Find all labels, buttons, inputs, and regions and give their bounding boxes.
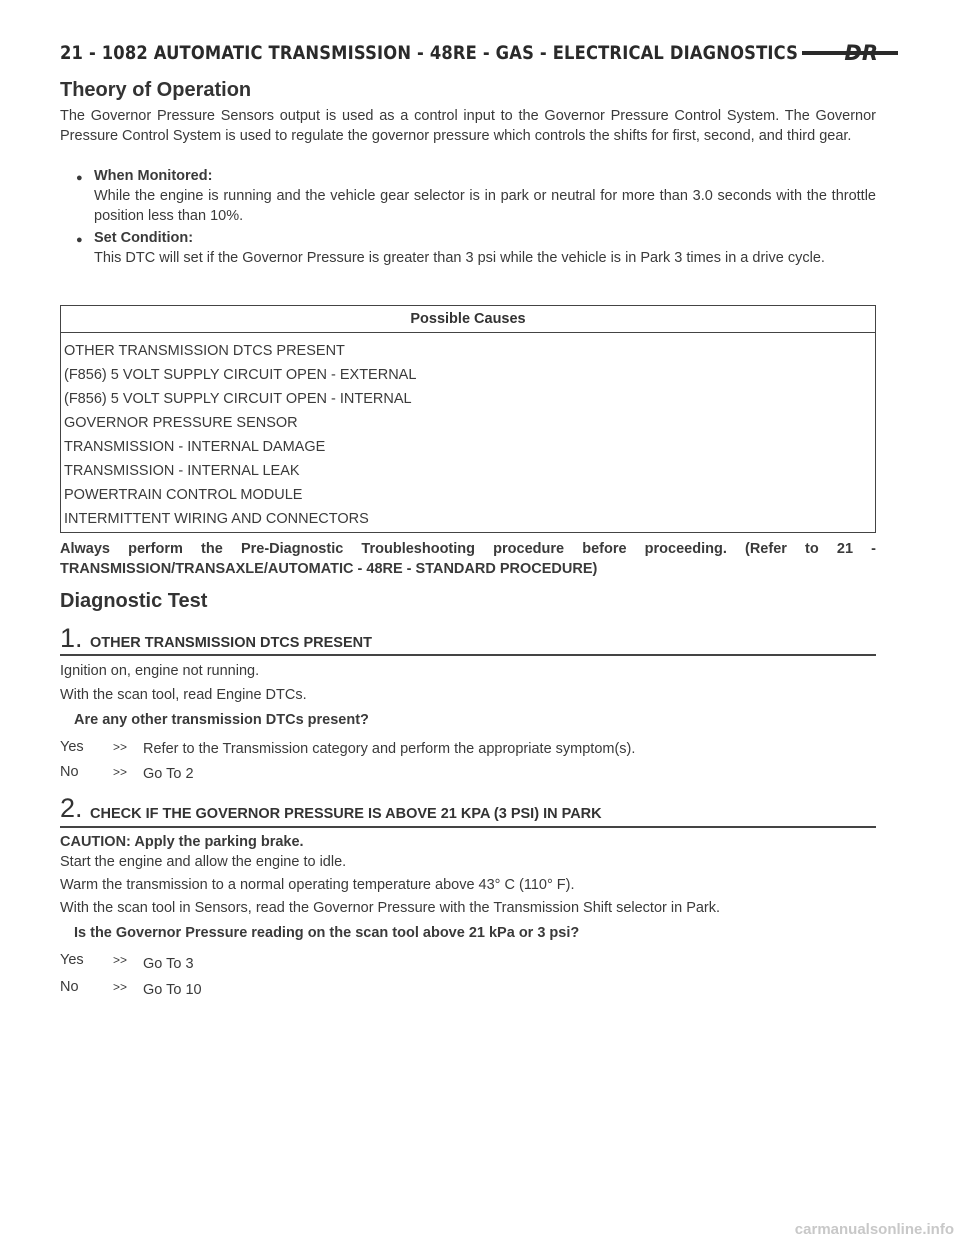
answer-arrow: >> — [113, 740, 128, 754]
step-instruction: Warm the transmission to a normal operating temperature above 43° C (110° F). — [60, 877, 575, 893]
answer-arrow: >> — [113, 765, 128, 779]
cause-item: OTHER TRANSMISSION DTCS PRESENT — [64, 343, 345, 359]
step-title: OTHER TRANSMISSION DTCS PRESENT — [90, 635, 372, 651]
bullet-glyph: ● — [76, 234, 83, 246]
theory-paragraph: The Governor Pressure Sensors output is used as a control input to the Governor Pressure Control System. The Governor Pressure Control System is used to regulate the governor pressure which controls the shifts for first, second, and third gear. — [60, 108, 876, 144]
answer-text: Go To 2 — [143, 766, 194, 782]
theory-heading: Theory of Operation — [60, 79, 252, 101]
cause-item: POWERTRAIN CONTROL MODULE — [64, 487, 303, 503]
answer-label-no: No — [60, 979, 79, 995]
step-number: 1. — [60, 623, 83, 653]
step-instruction: Ignition on, engine not running. — [60, 663, 260, 679]
caution-text: CAUTION: Apply the parking brake. — [60, 834, 304, 850]
watermark: carmanualsonline.info — [794, 1221, 954, 1238]
cause-item: TRANSMISSION - INTERNAL LEAK — [64, 463, 300, 479]
answer-label-no: No — [60, 764, 79, 780]
header-title: 21 - 1082 AUTOMATIC TRANSMISSION - 48RE - GAS - ELECTRICAL DIAGNOSTICS — [60, 42, 799, 64]
pre-diagnostic-note: Always perform the Pre-Diagnostic Troubleshooting procedure before proceeding. (Refer to 21 - TRANSMISSION/TRANSAXLE/AUTOMATIC - 48RE - STANDARD PROCEDURE) — [60, 541, 876, 577]
bullet-text-when-monitored: While the engine is running and the vehicle gear selector is in park or neutral for more than 3.0 seconds with the throttle position less than 10%. — [94, 188, 876, 224]
bullet-title-set-condition: Set Condition: — [94, 230, 194, 246]
page-header — [60, 38, 880, 68]
answer-text: Refer to the Transmission category and perform the appropriate symptom(s). — [143, 741, 636, 757]
possible-causes-table — [60, 305, 876, 533]
bullet-glyph: ● — [76, 172, 83, 184]
cause-item: INTERMITTENT WIRING AND CONNECTORS — [64, 511, 369, 527]
bullet-text-set-condition: This DTC will set if the Governor Pressure is greater than 3 psi while the vehicle is in Park 3 times in a drive cycle. — [94, 250, 825, 266]
step-number: 2. — [60, 793, 83, 823]
cause-item: (F856) 5 VOLT SUPPLY CIRCUIT OPEN - INTERNAL — [64, 391, 412, 407]
cause-item: TRANSMISSION - INTERNAL DAMAGE — [64, 439, 326, 455]
step-instruction: With the scan tool, read Engine DTCs. — [60, 687, 307, 703]
cause-item: GOVERNOR PRESSURE SENSOR — [64, 415, 298, 431]
step-rule — [60, 654, 876, 656]
answer-text: Go To 3 — [143, 956, 194, 972]
bullet-title-when-monitored: When Monitored: — [94, 168, 213, 184]
cause-item: (F856) 5 VOLT SUPPLY CIRCUIT OPEN - EXTERNAL — [64, 367, 417, 383]
step-question: Are any other transmission DTCs present? — [74, 712, 369, 728]
step-question: Is the Governor Pressure reading on the scan tool above 21 kPa or 3 psi? — [74, 925, 580, 941]
possible-causes-heading: Possible Causes — [61, 306, 875, 333]
answer-label-yes: Yes — [60, 952, 84, 968]
step-title: CHECK IF THE GOVERNOR PRESSURE IS ABOVE 21 KPA (3 PSI) IN PARK — [90, 806, 602, 822]
answer-arrow: >> — [113, 953, 128, 967]
answer-arrow: >> — [113, 980, 128, 994]
step-rule — [60, 826, 876, 828]
header-logo: DR — [844, 41, 878, 65]
diagnostic-heading: Diagnostic Test — [60, 590, 208, 612]
answer-label-yes: Yes — [60, 739, 84, 755]
step-instruction: Start the engine and allow the engine to idle. — [60, 854, 347, 870]
answer-text: Go To 10 — [143, 982, 202, 998]
step-instruction: With the scan tool in Sensors, read the Governor Pressure with the Transmission Shift selector in Park. — [60, 900, 721, 916]
